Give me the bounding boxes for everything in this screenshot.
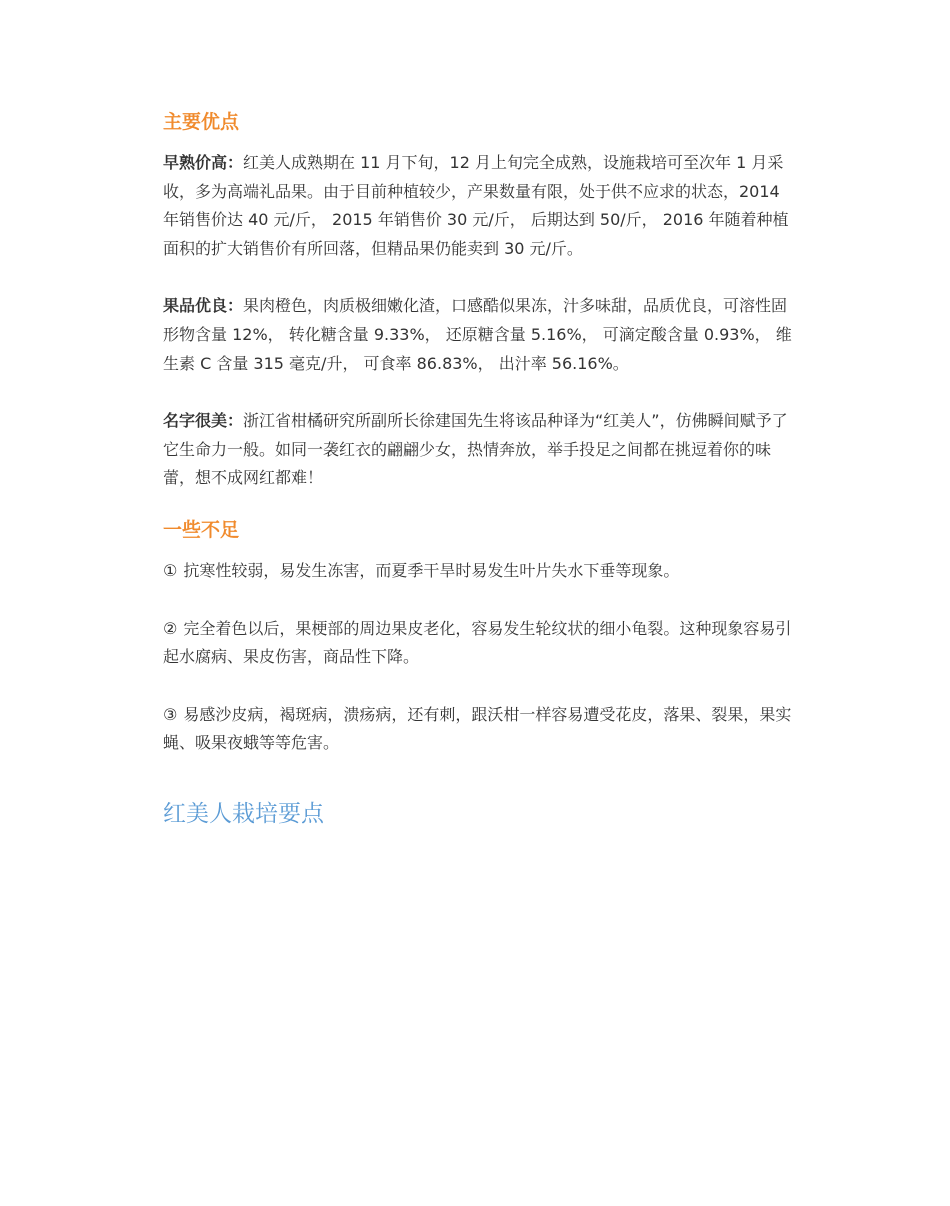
paragraph-early-ripening [163, 149, 793, 263]
lead-fruit-quality: 果品优良： [163, 296, 244, 316]
text-fruit-quality: 果肉橙色，肉质极细嫩化渣，口感酷似果冻，汁多味甜，品质优良，可溶性固形物含量 12%， 转化糖含量 9.33%， 还原糖含量 5.16%， 可滴定酸含量 0.93%， 维生素 C 含量 315 毫克/升， 可食率 86.83%， 出汁率 56.16%。 [163, 296, 792, 373]
list-item [163, 701, 793, 758]
title-heading-cultivation: 红美人栽培要点 [163, 800, 324, 827]
list-item [163, 557, 793, 586]
list-marker-3: ③ [163, 704, 178, 724]
section-heading-shortcomings: 一些不足 [163, 518, 240, 541]
section-heading-advantages: 主要优点 [163, 111, 240, 133]
list-item-text: 完全着色以后，果梗部的周边果皮老化，容易发生轮纹状的细小龟裂。这种现象容易引起水腐病、果皮伤害，商品性下降。 [163, 618, 792, 667]
text-beautiful-name: 浙江省柑橘研究所副所长徐建国先生将该品种译为“红美人”，仿佛瞬间赋予了它生命力一般。如同一袭红衣的翩翩少女，热情奔放，举手投足之间都在挑逗着你的味蕾，想不成网红都难！ [163, 411, 788, 488]
list-item-text: 易感沙皮病，褐斑病，溃疡病，还有刺，跟沃柑一样容易遭受花皮，落果、裂果，果实蝇、吸果夜蛾等等危害。 [163, 704, 792, 753]
list-marker-1: ① [163, 560, 178, 580]
list-marker-2: ② [163, 618, 178, 638]
paragraph-fruit-quality [163, 292, 793, 378]
list-item-text: 抗寒性较弱，易发生冻害，而夏季干旱时易发生叶片失水下垂等现象。 [183, 560, 680, 580]
text-early-ripening: 红美人成熟期在 11 月下旬，12 月上旬完全成熟，设施栽培可至次年 1 月采收，多为高端礼品果。由于目前种植较少，产果数量有限，处于供不应求的状态，2014 年销售价达 40 元/斤， 2015 年销售价 30 元/斤， 后期达到 50/斤， 2016 年随着种植面积的扩大销售价有所回落，但精品果仍能卖到 30 元/斤。 [163, 153, 789, 258]
lead-early-ripening: 早熟价高： [163, 153, 244, 172]
document-page [163, 108, 793, 830]
list-item [163, 615, 793, 672]
paragraph-beautiful-name [163, 407, 793, 493]
lead-beautiful-name: 名字很美： [163, 411, 244, 431]
